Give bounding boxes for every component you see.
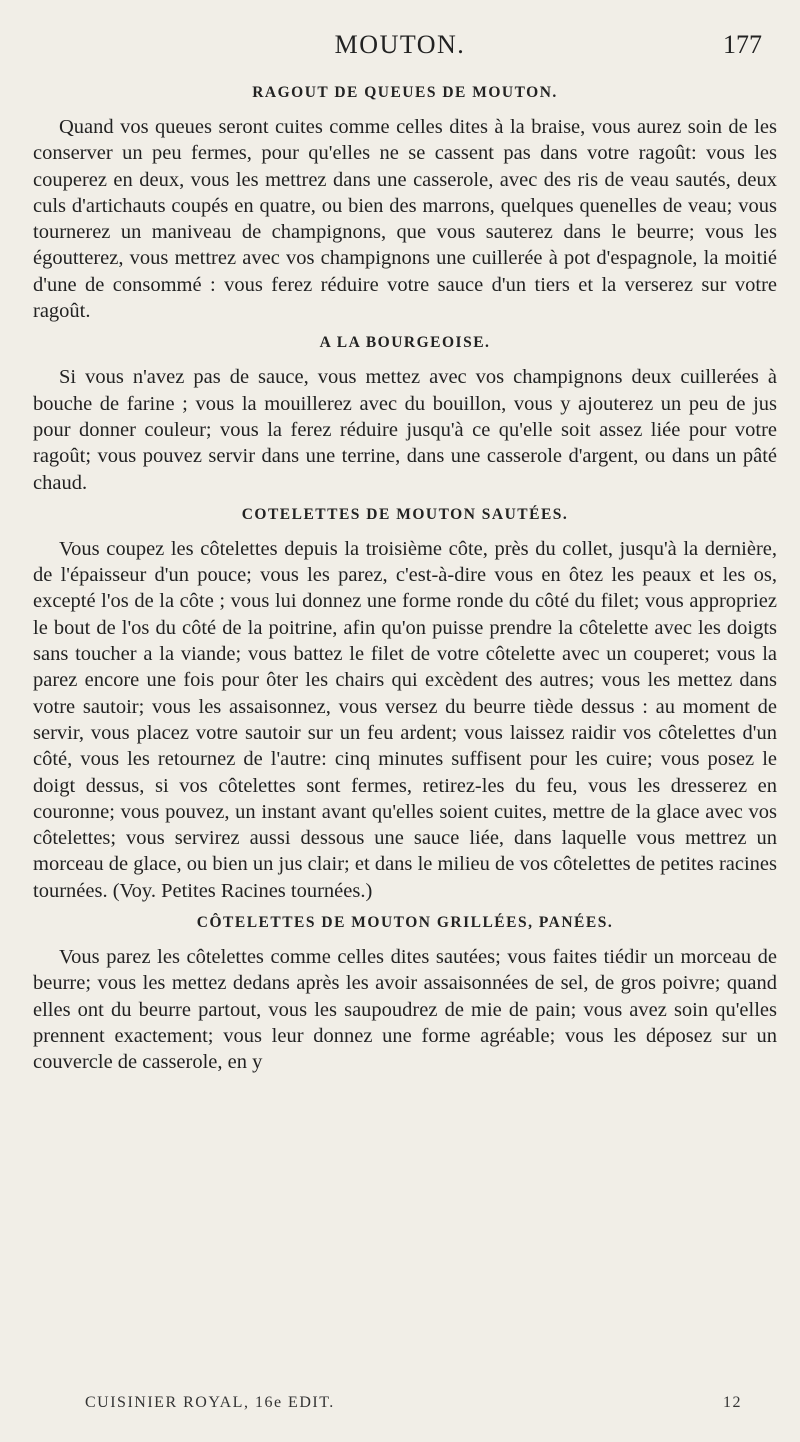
section-heading-ragout: RAGOUT DE QUEUES DE MOUTON. xyxy=(252,84,558,101)
section-heading-cotelettes-grillees: CÔTELETTES DE MOUTON GRILLÉES, PANÉES. xyxy=(196,914,614,932)
paragraph-ragout: Quand vos queues seront cuites comme celles dites à la braise, vous aurez soin de les conserver un peu fermes, pour qu'elles ne se cassent pas dans votre ragoût: vous les couperez en deux, vous les mettrez dans une casserole, avec des ris de veau sautés, deux culs d'artichauts coupés en quatre, ou bien des marrons, quelques quenelles de veau; vous tournerez un maniveau de champignons, que vous sauterez dans le beurre; vous les égoutterez, vous mettrez avec vos champignons une cuillerée à pot d'espagnole, la moitié d'une de consommé : vous ferez réduire votre sauce d'un tiers et la verserez sur votre ragoût. xyxy=(33,116,777,323)
page-number: 177 xyxy=(723,30,762,59)
paragraph-bourgeoise: Si vous n'avez pas de sauce, vous mettez avec vos champignons deux cuillerées à bouche de farine ; vous la mouillerez avec du bouillon, vous y ajouterez un peu de jus pour donner couleur; vous la ferez réduire jusqu'à ce qu'elle soit assez liée pour votre ragoût; vous pouvez servir dans une terrine, dans une casserole d'argent, ou dans un pâté chaud. xyxy=(33,366,777,494)
running-title: MOUTON. xyxy=(334,30,466,59)
section-heading-cotelettes-sautees: COTELETTES DE MOUTON SAUTÉES. xyxy=(241,505,569,523)
paragraph-cotelettes-grillees: Vous parez les côtelettes comme celles dites sautées; vous faites tiédir un morceau de beurre; vous les mettez dedans après les avoir assaisonnées de sel, de gros poivre; quand elles ont du beurre partout, vous les saupoudrez de mie de pain; vous avez soin qu'elles prennent exactement; vous leur donnez une forme agréable; vous les déposez sur un couvercle de casserole, en y xyxy=(33,946,777,1074)
signature-number: 12 xyxy=(723,1394,742,1411)
section-heading-bourgeoise: A LA BOURGEOISE. xyxy=(319,334,491,352)
page-content xyxy=(33,84,777,1086)
paragraph-cotelettes-sautees: Vous coupez les côtelettes depuis la troisième côte, près du collet, jusqu'à la dernière, de l'épaisseur d'un pouce; vous les parez, c'est-à-dire vous en ôtez les peaux et les os, excepté l'os de la côte ; vous lui donnez une forme ronde du côté du filet; vous appropriez le bout de l'os du côté de la poitrine, afin qu'on puisse prendre la côtelette avec les doigts sans toucher a la viande; vous battez le filet de votre côtelette avec un couperet; vous la parez encore une fois pour ôter les chairs qui excèdent des autres; vous les mettez dans votre sautoir; vous les assaisonnez, vous versez du beurre tiède dessus : au moment de servir, vous placez votre sautoir sur un feu ardent; vous laissez raidir vos côtelettes d'un côté, vous les retournez de l'autre: cinq minutes suffisent pour les cuire; vous posez le doigt dessus, si vos côtelettes sont fermes, retirez-les du feu, vous les dresserez en couronne; vous pouvez, un instant avant qu'elles soient cuites, mettre de la glace avec vos côtelettes; vous servirez aussi dessous une sauce liée, dans laquelle vous mettrez un morceau de glace, ou bien un jus clair; et dans le milieu de vos côtelettes de petites racines tournées. (Voy. Petites Racines tournées.) xyxy=(33,537,777,902)
signature-mark: CUISINIER ROYAL, 16e EDIT. xyxy=(85,1394,335,1411)
running-head xyxy=(0,30,800,70)
